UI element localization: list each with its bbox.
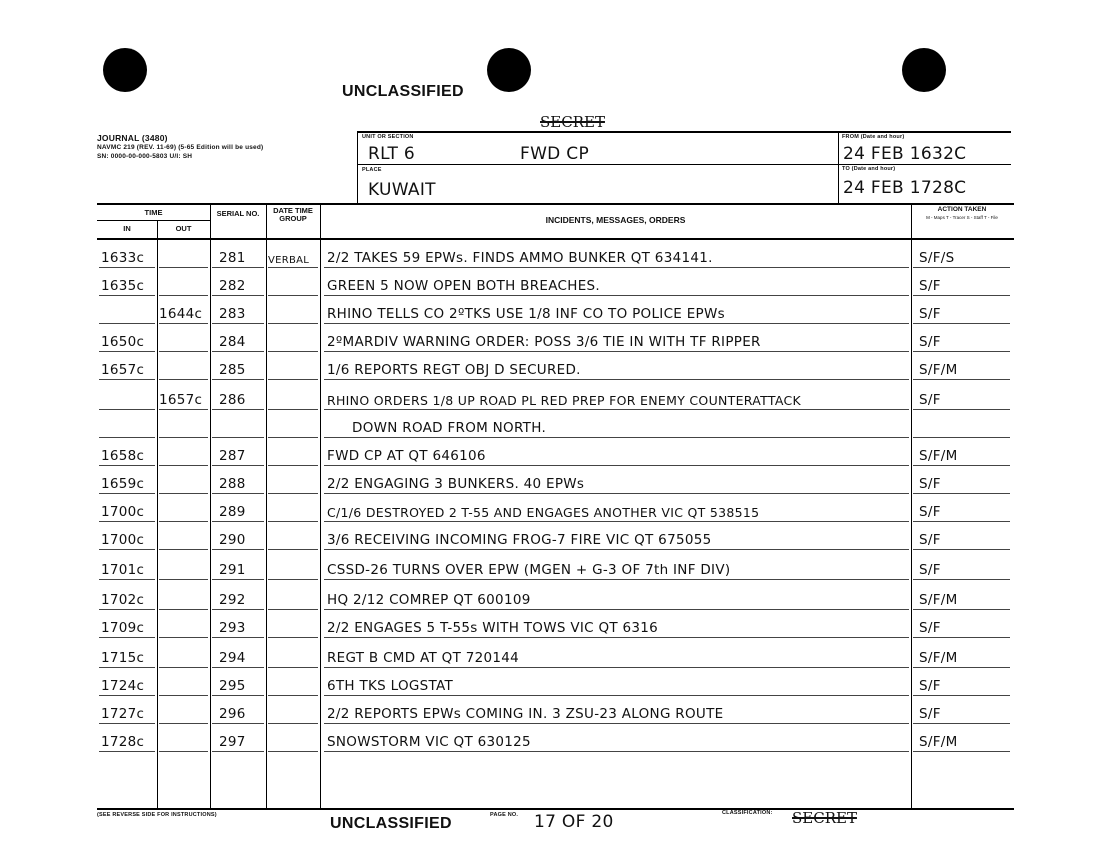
table-bottom-rule: [97, 808, 1014, 810]
row-underline: [99, 465, 155, 466]
row-underline: [159, 323, 208, 324]
row-underline: [268, 723, 318, 724]
cell-action: S/F: [919, 278, 941, 294]
row-underline: [913, 579, 1010, 580]
col-header-serial: SERIAL NO.: [216, 209, 260, 218]
punch-hole-center: [487, 48, 531, 92]
row-underline: [913, 637, 1010, 638]
from-value: 24 FEB 1632C: [843, 144, 967, 164]
row-underline: [268, 493, 318, 494]
table-row: [97, 327, 1014, 353]
col-header-out: OUT: [175, 224, 192, 233]
row-underline: [99, 267, 155, 268]
unit-value: RLT 6: [368, 144, 416, 164]
cell-serial: 296: [219, 706, 246, 722]
cell-out: 1657c: [159, 392, 203, 408]
row-underline: [913, 521, 1010, 522]
cell-in: 1700c: [101, 504, 145, 520]
row-underline: [268, 521, 318, 522]
col-header-in: IN: [123, 224, 131, 233]
col-header-time: TIME: [144, 208, 163, 217]
row-underline: [324, 609, 909, 610]
cell-action: S/F: [919, 706, 941, 722]
row-underline: [324, 351, 909, 352]
cell-in: 1657c: [101, 362, 145, 378]
to-value: 24 FEB 1728C: [843, 178, 967, 198]
row-underline: [212, 465, 264, 466]
row-underline: [913, 493, 1010, 494]
col-header-action-sub: M - Maps T - Tracer S - Staff T - File: [926, 215, 998, 220]
row-underline: [159, 609, 208, 610]
row-underline: [159, 695, 208, 696]
row-underline: [159, 579, 208, 580]
cell-incident: DOWN ROAD FROM NORTH.: [352, 420, 547, 436]
cell-serial: 289: [219, 504, 246, 520]
col-header-incidents: INCIDENTS, MESSAGES, ORDERS: [545, 215, 686, 225]
cell-serial: 293: [219, 620, 246, 636]
row-underline: [159, 549, 208, 550]
table-row: [97, 585, 1014, 611]
row-underline: [159, 351, 208, 352]
cell-incident: HQ 2/12 COMREP QT 600109: [327, 592, 531, 608]
row-underline: [212, 751, 264, 752]
page-number: 17 OF 20: [534, 812, 614, 832]
cell-in: 1658c: [101, 448, 145, 464]
row-underline: [212, 267, 264, 268]
row-underline: [99, 579, 155, 580]
cell-serial: 292: [219, 592, 246, 608]
row-underline: [913, 351, 1010, 352]
row-underline: [159, 667, 208, 668]
cell-action: S/F: [919, 306, 941, 322]
row-underline: [99, 379, 155, 380]
secret-marking-bottom: SECRET: [792, 809, 857, 827]
unit-sub: FWD CP: [520, 144, 590, 164]
footer-instructions: (SEE REVERSE SIDE FOR INSTRUCTIONS): [97, 812, 217, 818]
row-underline: [268, 465, 318, 466]
row-underline: [99, 637, 155, 638]
row-underline: [212, 637, 264, 638]
cell-action: S/F: [919, 562, 941, 578]
cell-incident: 1/6 REPORTS REGT OBJ D SECURED.: [327, 362, 581, 378]
cell-serial: 287: [219, 448, 246, 464]
row-underline: [99, 695, 155, 696]
punch-hole-left: [103, 48, 147, 92]
row-underline: [212, 695, 264, 696]
row-underline: [268, 609, 318, 610]
cell-incident: GREEN 5 NOW OPEN BOTH BREACHES.: [327, 278, 600, 294]
cell-in: 1701c: [101, 562, 145, 578]
cell-action: S/F/M: [919, 734, 958, 750]
cell-action: S/F: [919, 392, 941, 408]
row-underline: [99, 493, 155, 494]
row-underline: [324, 295, 909, 296]
row-underline: [159, 437, 208, 438]
cell-action: S/F/M: [919, 362, 958, 378]
row-underline: [913, 379, 1010, 380]
cell-in: 1700c: [101, 532, 145, 548]
row-underline: [99, 723, 155, 724]
row-underline: [99, 751, 155, 752]
row-underline: [324, 723, 909, 724]
row-underline: [159, 723, 208, 724]
header-mid-border: [838, 131, 839, 203]
row-underline: [268, 351, 318, 352]
row-underline: [913, 437, 1010, 438]
row-underline: [324, 267, 909, 268]
cell-serial: 286: [219, 392, 246, 408]
row-underline: [159, 493, 208, 494]
row-underline: [159, 637, 208, 638]
row-underline: [99, 549, 155, 550]
cell-action: S/F: [919, 620, 941, 636]
row-underline: [268, 751, 318, 752]
cell-action: S/F/S: [919, 250, 955, 266]
table-row: [97, 243, 1014, 269]
row-underline: [99, 295, 155, 296]
cell-incident: 2/2 ENGAGING 3 BUNKERS. 40 EPWs: [327, 476, 585, 492]
row-underline: [913, 667, 1010, 668]
stock-number: SN: 0000-00-000-5803 U/I: SH: [97, 153, 193, 160]
cell-serial: 294: [219, 650, 246, 666]
row-underline: [159, 295, 208, 296]
row-underline: [268, 549, 318, 550]
cell-incident: 2/2 ENGAGES 5 T-55s WITH TOWS VIC QT 6316: [327, 620, 659, 636]
secret-marking-top: SECRET: [540, 113, 605, 131]
row-underline: [212, 549, 264, 550]
row-underline: [324, 465, 909, 466]
table-row: [97, 699, 1014, 725]
cell-in: 1715c: [101, 650, 145, 666]
cell-incident: SNOWSTORM VIC QT 630125: [327, 734, 531, 750]
cell-out: 1644c: [159, 306, 203, 322]
row-underline: [99, 409, 155, 410]
cell-serial: 284: [219, 334, 246, 350]
cell-incident: 2/2 TAKES 59 EPWs. FINDS AMMO BUNKER QT 634141.: [327, 250, 713, 266]
row-underline: [212, 323, 264, 324]
table-top-rule: [97, 203, 1014, 205]
cell-serial: 288: [219, 476, 246, 492]
row-underline: [268, 267, 318, 268]
page-label: PAGE NO.: [490, 812, 519, 818]
place-label: PLACE: [362, 167, 382, 173]
row-underline: [159, 465, 208, 466]
row-underline: [324, 323, 909, 324]
row-underline: [913, 267, 1010, 268]
table-row: [97, 643, 1014, 669]
cell-incident: C/1/6 DESTROYED 2 T-55 AND ENGAGES ANOTHER VIC QT 538515: [327, 505, 760, 520]
row-underline: [913, 609, 1010, 610]
table-row: [97, 355, 1014, 381]
cell-action: S/F: [919, 504, 941, 520]
row-underline: [913, 295, 1010, 296]
row-underline: [324, 751, 909, 752]
cell-serial: 297: [219, 734, 246, 750]
row-underline: [324, 521, 909, 522]
table-row: [97, 727, 1014, 753]
cell-in: 1650c: [101, 334, 145, 350]
row-underline: [268, 323, 318, 324]
row-underline: [212, 579, 264, 580]
cell-serial: 285: [219, 362, 246, 378]
row-underline: [99, 437, 155, 438]
cell-incident: FWD CP AT QT 646106: [327, 448, 486, 464]
row-underline: [159, 521, 208, 522]
row-underline: [212, 723, 264, 724]
table-row: [97, 385, 1014, 411]
row-underline: [212, 351, 264, 352]
row-underline: [212, 667, 264, 668]
row-underline: [913, 465, 1010, 466]
row-underline: [913, 323, 1010, 324]
cell-serial: 291: [219, 562, 246, 578]
row-underline: [324, 549, 909, 550]
row-underline: [268, 695, 318, 696]
row-underline: [159, 409, 208, 410]
form-title: JOURNAL (3480): [97, 133, 168, 143]
row-underline: [268, 379, 318, 380]
cell-action: S/F/M: [919, 592, 958, 608]
cell-in: 1659c: [101, 476, 145, 492]
classification-label: CLASSIFICATION:: [722, 810, 773, 816]
cell-in: 1702c: [101, 592, 145, 608]
cell-action: S/F/M: [919, 448, 958, 464]
cell-incident: 2/2 REPORTS EPWs COMING IN. 3 ZSU-23 ALONG ROUTE: [327, 706, 724, 722]
classification-top: UNCLASSIFIED: [342, 83, 464, 100]
table-row: [97, 441, 1014, 467]
row-underline: [268, 437, 318, 438]
cell-action: S/F: [919, 476, 941, 492]
header-top-rule: [357, 131, 1011, 133]
classification-bottom: UNCLASSIFIED: [330, 815, 452, 832]
row-underline: [324, 637, 909, 638]
cell-serial: 282: [219, 278, 246, 294]
header-mid-rule: [357, 164, 1011, 165]
row-underline: [913, 723, 1010, 724]
header-left-border: [357, 131, 358, 203]
cell-action: S/F: [919, 334, 941, 350]
cell-in: 1635c: [101, 278, 145, 294]
row-underline: [99, 609, 155, 610]
row-underline: [99, 667, 155, 668]
time-sub-rule: [97, 220, 210, 221]
row-underline: [913, 751, 1010, 752]
cell-incident: 2ºMARDIV WARNING ORDER: POSS 3/6 TIE IN WITH TF RIPPER: [327, 334, 761, 350]
row-underline: [913, 695, 1010, 696]
form-number: NAVMC 219 (REV. 11-69) (5-65 Edition will be used): [97, 144, 264, 151]
cell-serial: 283: [219, 306, 246, 322]
cell-action: S/F: [919, 532, 941, 548]
row-underline: [324, 579, 909, 580]
cell-in: 1633c: [101, 250, 145, 266]
table-row: [97, 413, 1014, 439]
place-value: KUWAIT: [368, 180, 436, 200]
cell-incident: 3/6 RECEIVING INCOMING FROG-7 FIRE VIC QT 675055: [327, 532, 712, 548]
row-underline: [324, 667, 909, 668]
row-underline: [212, 493, 264, 494]
row-underline: [159, 267, 208, 268]
cell-incident: RHINO TELLS CO 2ºTKS USE 1/8 INF CO TO POLICE EPWs: [327, 306, 725, 322]
row-underline: [212, 437, 264, 438]
table-row: [97, 271, 1014, 297]
row-underline: [324, 493, 909, 494]
cell-incident: CSSD-26 TURNS OVER EPW (MGEN + G-3 OF 7th INF DIV): [327, 562, 731, 578]
row-underline: [99, 521, 155, 522]
cell-in: 1727c: [101, 706, 145, 722]
row-underline: [212, 609, 264, 610]
table-row: [97, 497, 1014, 523]
cell-incident: REGT B CMD AT QT 720144: [327, 650, 520, 666]
row-underline: [99, 351, 155, 352]
from-label: FROM (Date and hour): [842, 134, 905, 140]
row-underline: [212, 295, 264, 296]
cell-action: S/F/M: [919, 650, 958, 666]
row-underline: [212, 409, 264, 410]
cell-serial: 295: [219, 678, 246, 694]
row-underline: [324, 379, 909, 380]
row-underline: [159, 751, 208, 752]
table-row: [97, 469, 1014, 495]
to-label: TO (Date and hour): [842, 166, 896, 172]
row-underline: [159, 379, 208, 380]
row-underline: [268, 409, 318, 410]
row-underline: [913, 549, 1010, 550]
row-underline: [268, 579, 318, 580]
row-underline: [268, 637, 318, 638]
table-header-bottom-rule: [97, 238, 1014, 240]
row-underline: [324, 409, 909, 410]
cell-in: 1728c: [101, 734, 145, 750]
table-row: [97, 525, 1014, 551]
col-header-dtg: DATE TIME GROUP: [273, 206, 313, 223]
row-underline: [913, 409, 1010, 410]
cell-in: 1709c: [101, 620, 145, 636]
row-underline: [212, 521, 264, 522]
cell-incident: RHINO ORDERS 1/8 UP ROAD PL RED PREP FOR ENEMY COUNTERATTACK: [327, 393, 801, 408]
cell-in: 1724c: [101, 678, 145, 694]
cell-action: S/F: [919, 678, 941, 694]
col-header-action: ACTION TAKEN: [937, 206, 987, 213]
row-underline: [324, 437, 909, 438]
cell-serial: 281: [219, 250, 246, 266]
row-underline: [99, 323, 155, 324]
cell-incident: 6TH TKS LOGSTAT: [327, 678, 454, 694]
cell-dtg: VERBAL: [268, 255, 310, 266]
table-row: [97, 613, 1014, 639]
table-row: [97, 671, 1014, 697]
row-underline: [324, 695, 909, 696]
table-row: [97, 555, 1014, 581]
table-row: [97, 299, 1014, 325]
punch-hole-right: [902, 48, 946, 92]
unit-label: UNIT OR SECTION: [362, 134, 414, 140]
row-underline: [268, 667, 318, 668]
cell-serial: 290: [219, 532, 246, 548]
row-underline: [212, 379, 264, 380]
row-underline: [268, 295, 318, 296]
